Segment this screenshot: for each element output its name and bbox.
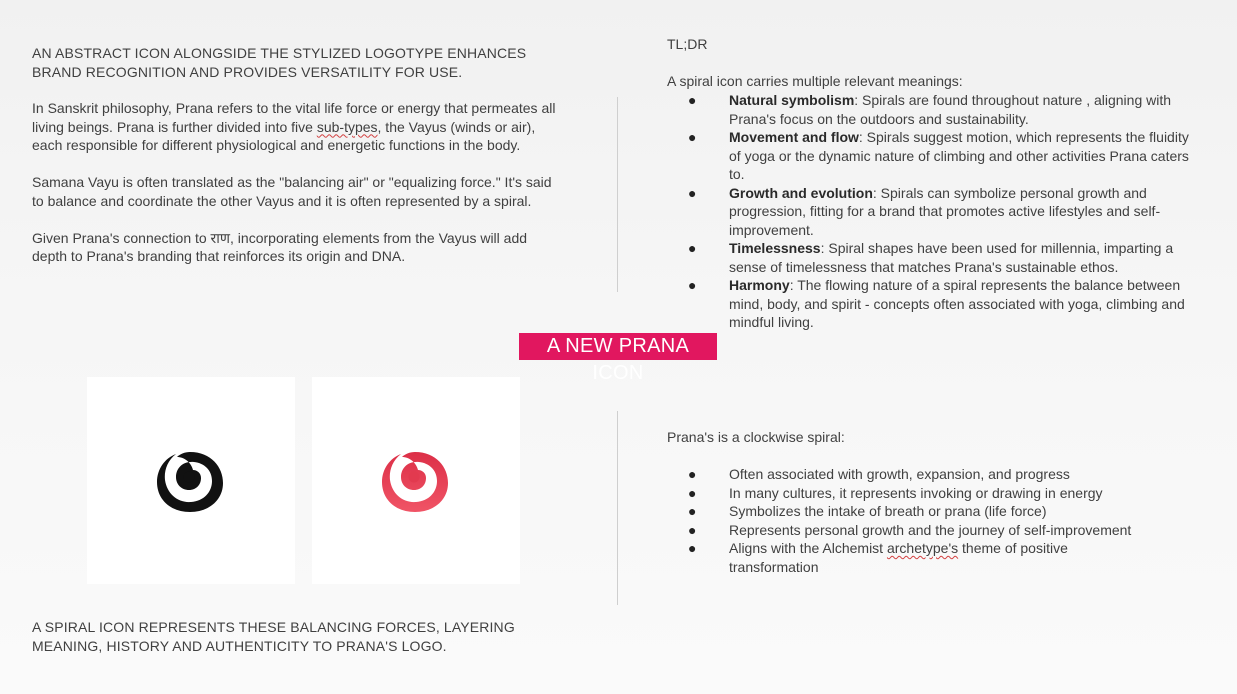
icon-card-red <box>312 377 520 584</box>
meanings-list <box>667 91 1195 332</box>
divider-top <box>617 97 618 292</box>
list-item: ● Growth and evolution: Spirals can symbolize personal growth and progression, fitting for a brand that promotes active lifestyles and self-improvement. <box>688 184 1161 238</box>
bullet-icon: ● <box>688 540 697 556</box>
paragraph-samana-vayu: Samana Vayu is often translated as the "balancing air" or "equalizing force." It's said to balance and coordinate the other Vayus and it is often represented by a spiral. <box>32 174 552 209</box>
bullet-icon: ● <box>688 240 697 256</box>
spellcheck-flag: sub-types <box>316 118 378 135</box>
spiral-logo-red-icon <box>381 451 449 513</box>
section-banner: A NEW PRANA ICON <box>519 333 717 360</box>
list-item: ● In many cultures, it represents invoking or drawing in energy <box>688 484 1103 501</box>
bullet-icon: ● <box>688 129 697 145</box>
list-item: ● Movement and flow: Spirals suggest motion, which represents the fluidity of yoga or the dynamic nature of climbing and other activities Prana caters to. <box>688 129 1189 182</box>
list-item: ● Symbolizes the intake of breath or prana (life force) <box>688 503 1047 519</box>
list-item: ● Natural symbolism: Spirals are found throughout nature , aligning with Prana's focus on the outdoors and sustainability. <box>688 92 1172 127</box>
icon-card-black <box>87 377 295 584</box>
section-heading: AN ABSTRACT ICON ALONGSIDE THE STYLIZED LOGOTYPE ENHANCES BRAND RECOGNITION AND PROVIDES VERSATILITY FOR USE. <box>32 45 527 80</box>
list-item: ● Aligns with the Alchemist archetype's theme of positive transformation <box>688 540 1068 575</box>
footer-statement: A SPIRAL ICON REPRESENTS THESE BALANCING FORCES, LAYERING MEANING, HISTORY AND AUTHENTICITY TO PRANA'S LOGO. <box>32 619 515 654</box>
list-item: ● Timelessness: Spiral shapes have been used for millennia, imparting a sense of timelessness that matches Prana's sustainable ethos. <box>688 240 1174 275</box>
bullet-icon: ● <box>688 184 697 201</box>
list-item: ● Often associated with growth, expansion, and progress <box>688 466 1070 482</box>
paragraph-prana-connection: Given Prana's connection to राण, incorporating elements from the Vayus will add depth to Prana's branding that reinforces its origin and DNA. <box>32 229 528 264</box>
spiral-points-list <box>667 465 1195 576</box>
bullet-icon: ● <box>688 92 697 108</box>
bullet-icon: ● <box>688 503 697 519</box>
bullet-icon: ● <box>688 277 697 293</box>
spiral-logo-black-icon <box>156 451 224 513</box>
bullet-icon: ● <box>688 484 697 501</box>
bullet-icon: ● <box>688 466 697 482</box>
list-item: ● Harmony: The flowing nature of a spiral represents the balance between mind, body, and spirit - concepts often associated with yoga, climbing and mindful living. <box>688 277 1185 330</box>
list-item: ● Represents personal growth and the journey of self-improvement <box>688 521 1132 538</box>
paragraph-prana-philosophy: In Sanskrit philosophy, Prana refers to the vital life force or energy that permeates all living beings. Prana is further divided into five sub-types, the Vayus (winds or air), each responsible for different physiological and energetic functions in the body. <box>32 100 556 153</box>
spiral-intro: Prana's is a clockwise spiral: <box>667 429 845 445</box>
divider-bottom <box>617 411 618 605</box>
meanings-intro: A spiral icon carries multiple relevant meanings: <box>667 73 963 89</box>
left-body-text <box>32 99 557 284</box>
tldr-label: TL;DR <box>667 36 708 52</box>
spellcheck-flag: archetype's <box>886 540 959 556</box>
bullet-icon: ● <box>688 521 697 538</box>
